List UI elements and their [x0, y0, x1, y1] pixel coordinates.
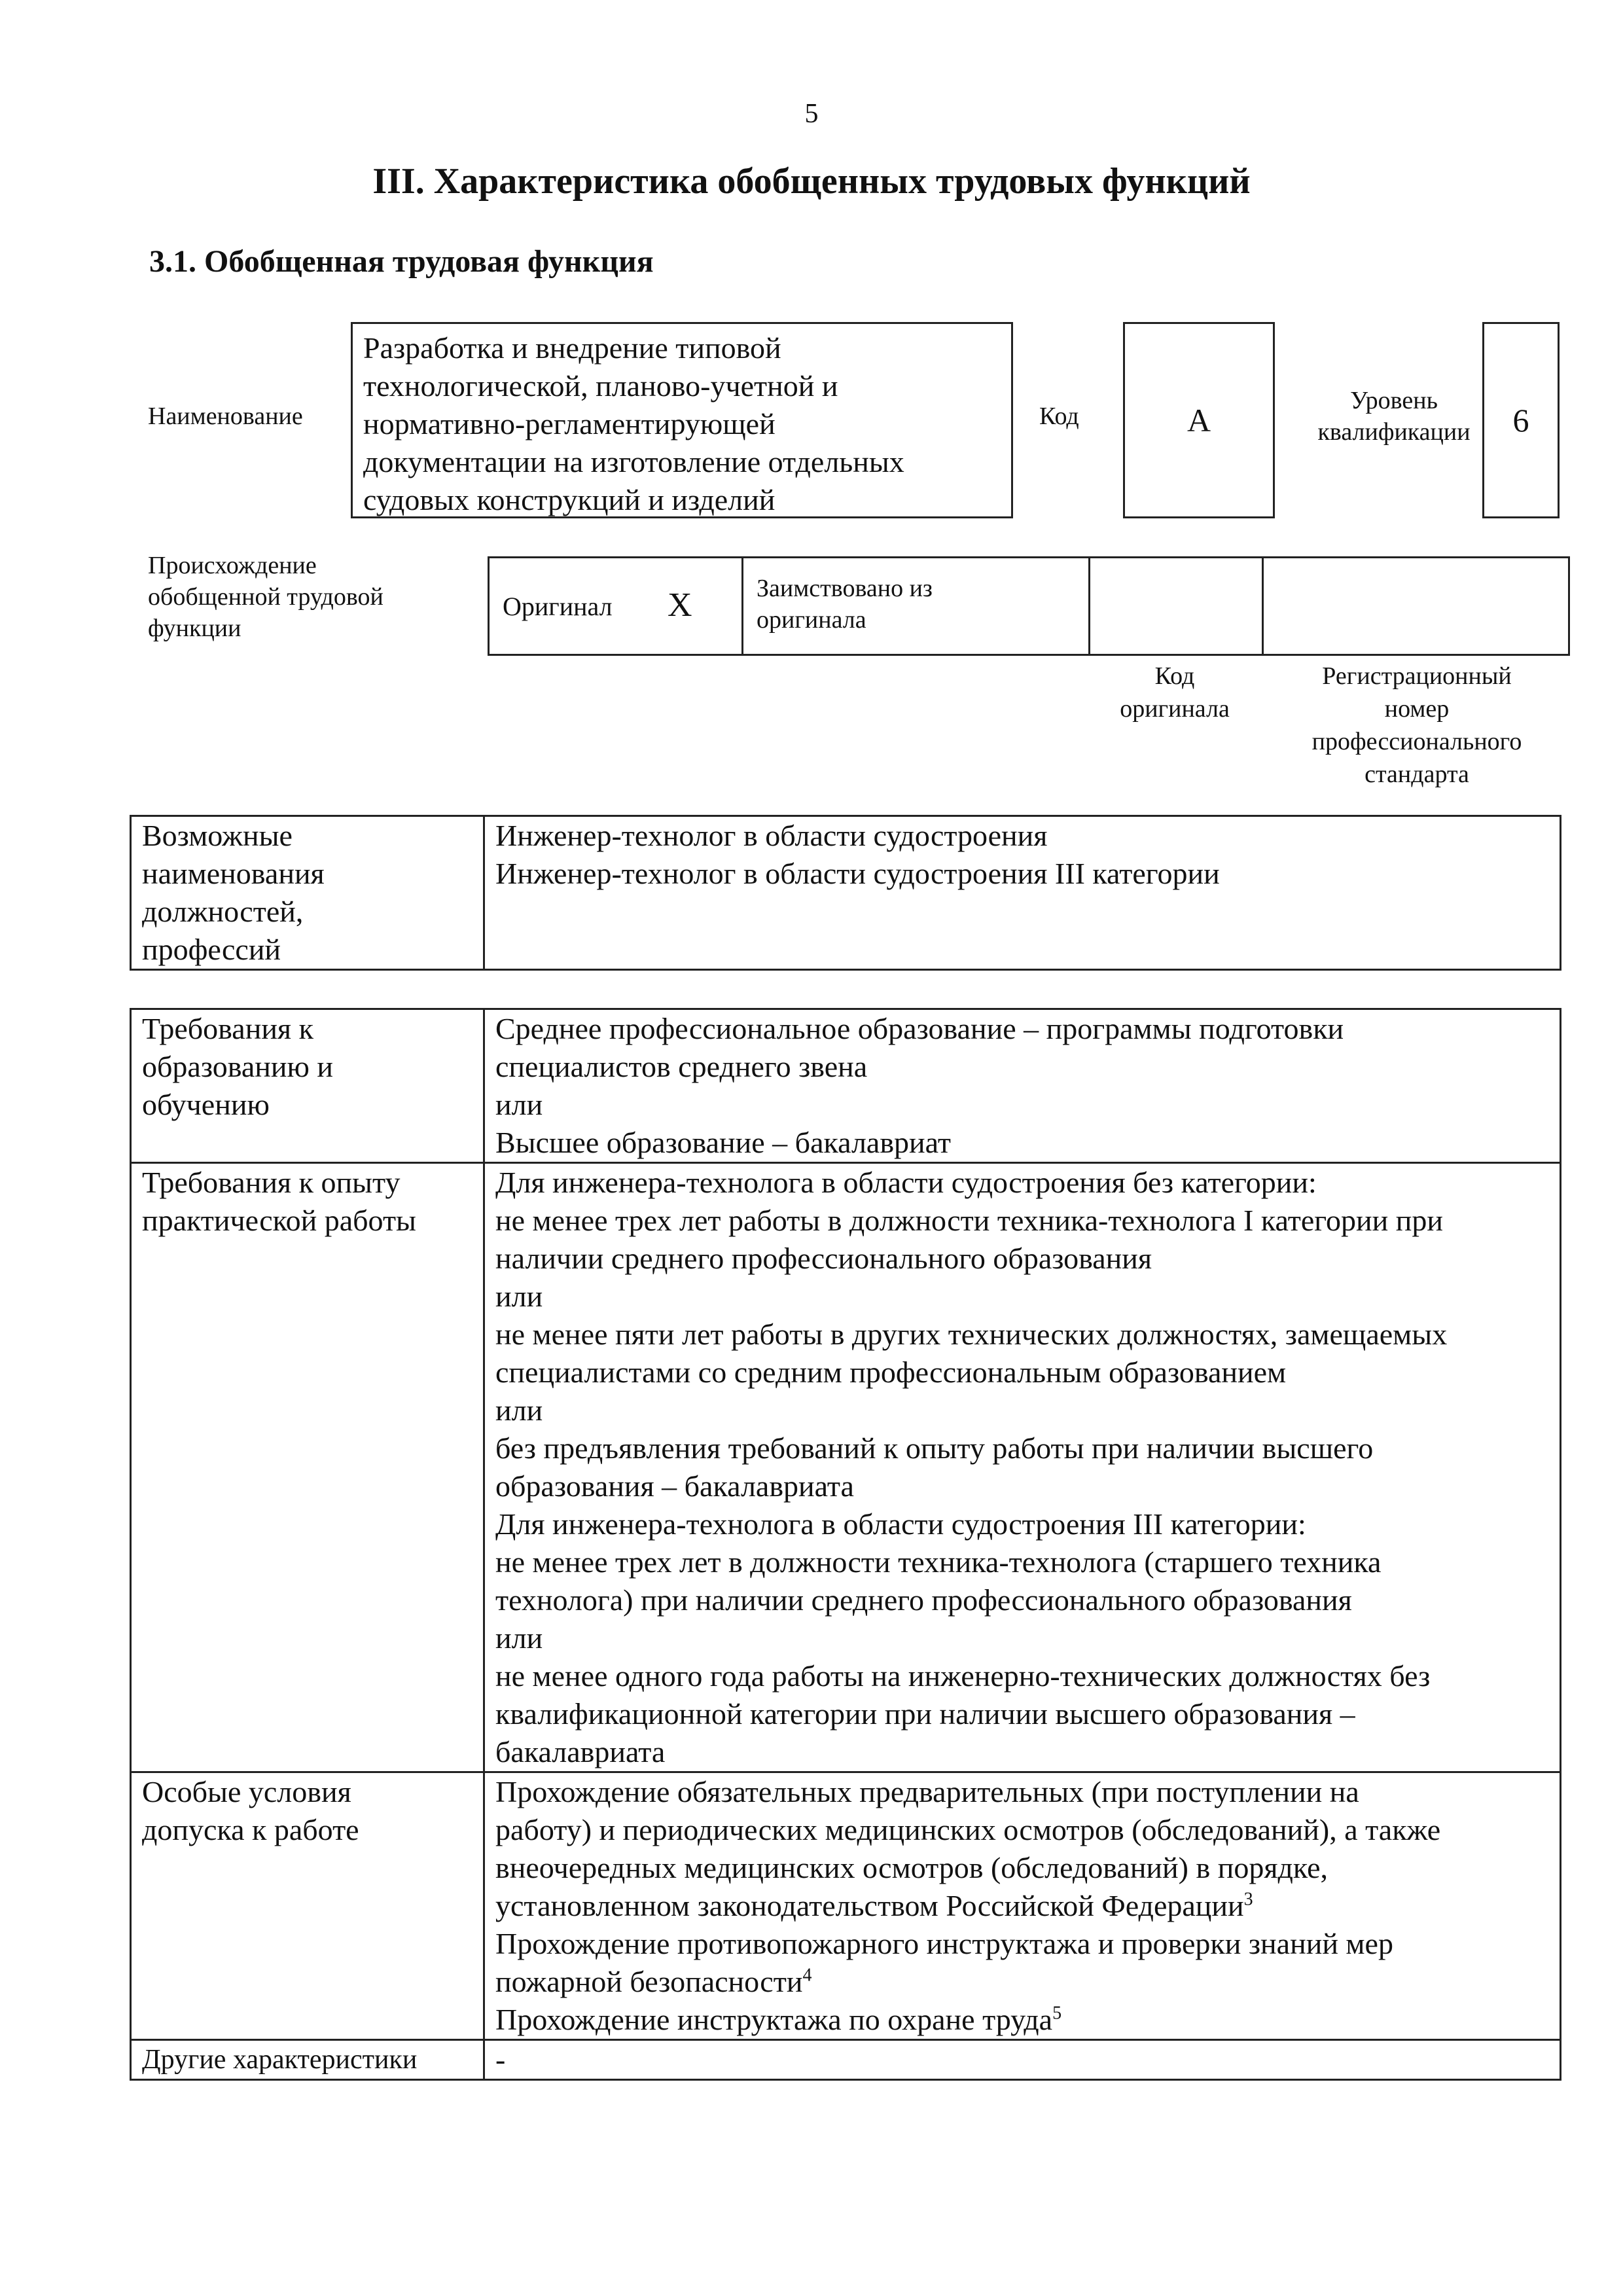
requirements-table [130, 1008, 1561, 2081]
positions-label-cell: Возможные наименования должностей, профессий [131, 816, 484, 970]
table-row [131, 2040, 1561, 2080]
special-conditions-label-cell: Особые условия допуска к работе [131, 1772, 484, 2040]
table-row [131, 816, 1561, 970]
borrowed-label: Заимствовано из оригинала [757, 575, 933, 634]
function-name-box [351, 322, 1013, 518]
origin-table [488, 556, 1570, 656]
original-mark: X [668, 586, 692, 624]
footnote-marker: 4 [802, 1965, 812, 1986]
caption-original-code: Код оригинала [1120, 662, 1230, 723]
level-value-box [1482, 322, 1560, 518]
education-label-cell: Требования к образованию и обучению [131, 1009, 484, 1163]
other-characteristics-label-cell: Другие характеристики [131, 2040, 484, 2080]
education-value-cell: Среднее профессиональное образование – программы подготовки специалистов среднего звена или Высшее образование – бакалавриат [484, 1009, 1561, 1163]
original-label: Оригинал [503, 592, 613, 621]
name-label: Наименование [148, 403, 303, 430]
footnote-marker: 5 [1052, 2003, 1062, 2024]
experience-value-cell: Для инженера-технолога в области судостроения без категории: не менее трех лет работы в должности техника-технолога I категории при наличии среднего профессионального образования или не менее пяти лет работы в других технических должностях, замещаемых специалистами со средним профессиональным образованием или без предъявления требований к опыту работы при наличии высшего образования – бакалавриата Для инженера-технолога в области судостроения III категории: не менее трех лет в должности техника-технолога (старшего техника технолога) при наличии среднего профессионального образования или не менее одного года работы на инженерно-технических должностях без квалификационной категории при наличии высшего образования – бакалавриата [484, 1163, 1561, 1772]
positions-table [130, 815, 1561, 971]
code-value-box [1123, 322, 1275, 518]
table-row [131, 1009, 1561, 1163]
origin-label: Происхождение обобщенной трудовой функции [148, 552, 383, 642]
page-number: 5 [804, 99, 819, 129]
other-characteristics-value-cell: - [484, 2040, 1561, 2080]
function-name-line: судовых конструкций и изделий [363, 483, 776, 516]
borrowed-cell [743, 558, 1090, 654]
experience-label-cell: Требования к опыту практической работы [131, 1163, 484, 1772]
position-title: Инженер-технолог в области судостроения [495, 819, 1048, 852]
function-name-line: нормативно-регламентирующей [363, 407, 776, 440]
level-value: 6 [1512, 402, 1529, 439]
function-name-line: технологической, планово-учетной и [363, 369, 838, 403]
position-title: Инженер-технолог в области судостроения III категории [495, 857, 1220, 890]
table-row [131, 1163, 1561, 1772]
special-conditions-value-cell: Прохождение обязательных предварительных (при поступлении на работу) и периодических медицинских осмотров (обследований), а также внеочередных медицинских осмотров (обследований) в порядке, установленном законодательством Российской Федерации$^3$ Прохождение противопожарного инструктажа и проверки знаний мер пожарной безопасности$^4$ Прохождение инструктажа по охране труда$^5$ [484, 1772, 1561, 2040]
code-value: А [1186, 402, 1211, 439]
subsection-title: 3.1. Обобщенная трудовая функция [149, 244, 654, 279]
caption-registration-number: Регистрационный номер профессионального стандарта [1311, 662, 1522, 788]
registration-number-cell [1264, 558, 1568, 654]
original-code-cell [1090, 558, 1264, 654]
footnote-marker: 3 [1243, 1889, 1253, 1910]
level-label: Уровень квалификации [1317, 387, 1471, 446]
function-name-line: документации на изготовление отдельных [363, 445, 904, 478]
original-cell [490, 558, 743, 654]
function-name-line: Разработка и внедрение типовой [363, 331, 781, 365]
code-label: Код [1039, 403, 1079, 430]
section-title: III. Характеристика обобщенных трудовых функций [372, 161, 1251, 202]
positions-values-cell [484, 816, 1561, 970]
table-row [131, 1772, 1561, 2040]
